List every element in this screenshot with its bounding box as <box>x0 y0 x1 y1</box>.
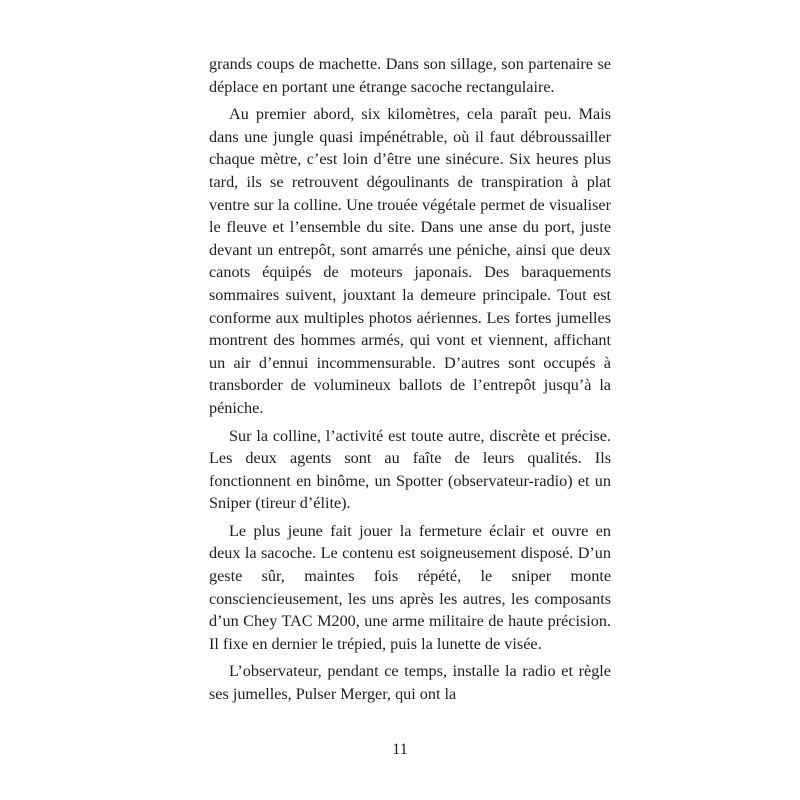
paragraph: Au premier abord, six kilomètres, cela paraît peu. Mais dans une jungle quasi impénétrable, où il faut débroussailler chaque mètre, c’est loin d’être une sinécure. Six heures plus tard, ils se retrouvent dégoulinants de transpiration à plat ventre sur la colline. Une trouée végétale permet de visualiser le fleuve et l’ensemble du site. Dans une anse du port, juste devant un entrepôt, sont amarrés une péniche, ainsi que deux canots équipés de moteurs japonais. Des baraquements sommaires suivent, jouxtant la demeure principale. Tout est conforme aux multiples photos aériennes. Les fortes jumelles montrent des hommes armés, qui vont et viennent, affichant un air d’ennui incommensurable. D’autres sont occupés à transborder de volumineux ballots de l’entrepôt jusqu’à la péniche. <box>209 105 611 417</box>
paragraph: Le plus jeune fait jouer la fermeture éclair et ouvre en deux la sacoche. Le contenu est soigneusement disposé. D’un geste sûr, maintes fois répété, le sniper monte consciencieusement, les uns après les autres, les composants d’un Chey TAC M200, une arme militaire de haute précision. Il fixe en dernier le trépied, puis la lunette de visée. <box>209 521 611 653</box>
paragraph: L’observateur, pendant ce temps, installe la radio et règle ses jumelles, Pulser Merger, qui ont la <box>209 662 611 704</box>
page-number: 11 <box>392 741 408 758</box>
body-text <box>209 53 611 706</box>
paragraph: Sur la colline, l’activité est toute autre, discrète et précise. Les deux agents sont au faîte de leurs qualités. Ils fonctionnent en binôme, un Spotter (observateur-radio) et un Sniper (tireur d’élite). <box>209 426 611 513</box>
paragraph-continued: grands coups de machette. Dans son sillage, son partenaire se déplace en portant une étrange sacoche rectangulaire. <box>209 55 611 96</box>
